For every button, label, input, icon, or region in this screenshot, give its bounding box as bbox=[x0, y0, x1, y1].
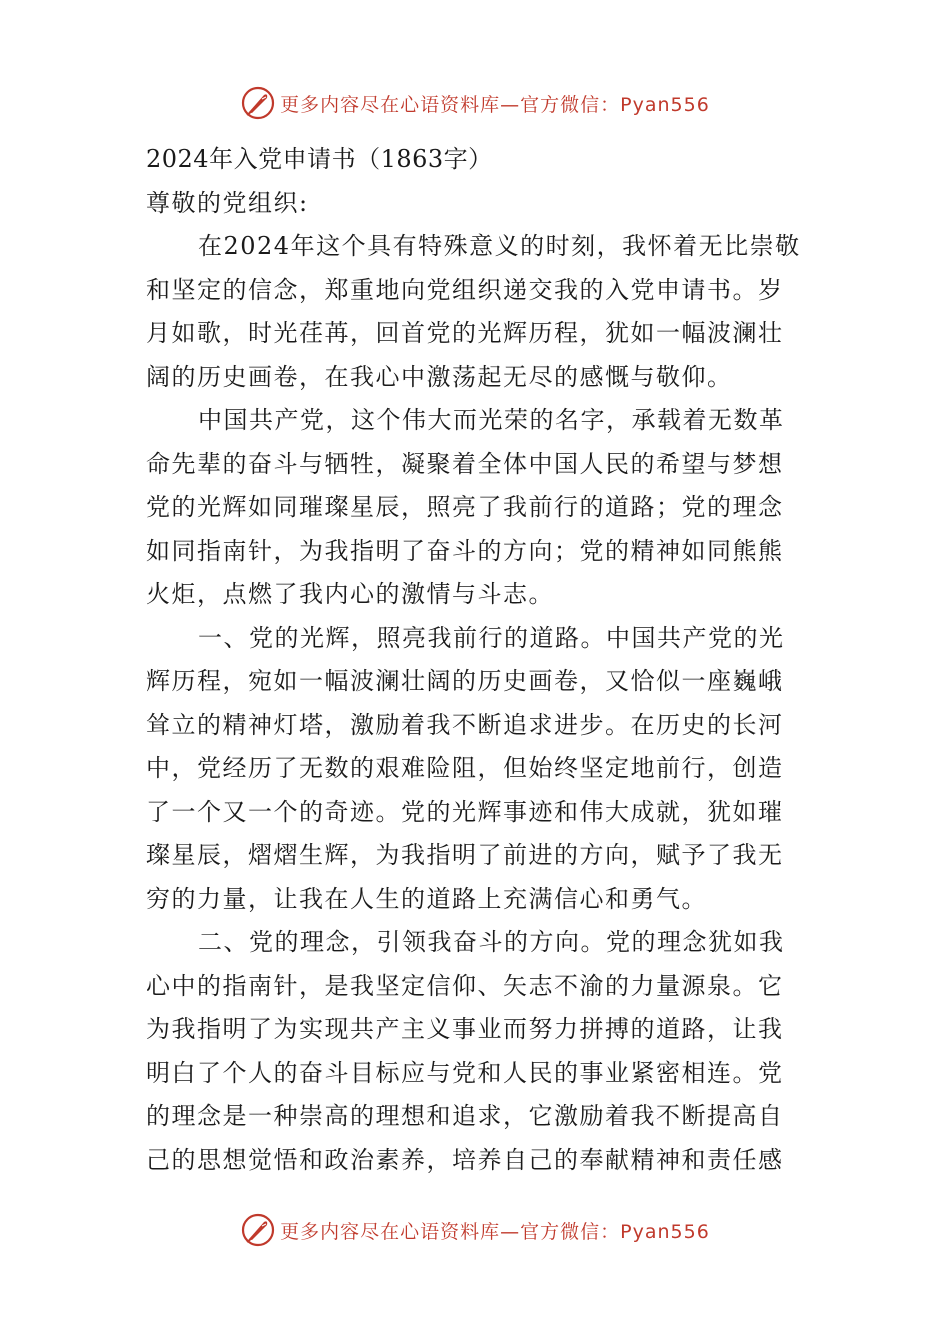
document-body bbox=[146, 138, 806, 1182]
footer-banner-text: 更多内容尽在心语资料库—官方微信：Pyan556 bbox=[280, 1220, 710, 1243]
footer-banner bbox=[0, 1210, 950, 1250]
paragraph-line: 明白了个人的奋斗目标应与党和人民的事业紧密相连。党 bbox=[146, 1058, 784, 1087]
paragraph-line: 月如歌，时光荏苒，回首党的光辉历程，犹如一幅波澜壮 bbox=[146, 319, 784, 347]
paragraph-1 bbox=[146, 225, 806, 399]
paragraph-line: 耸立的精神灯塔，激励着我不断追求进步。在历史的长河 bbox=[146, 710, 784, 739]
paragraph-4 bbox=[146, 921, 806, 1182]
paragraph-line: 在2024年这个具有特殊意义的时刻，我怀着无比崇敬 bbox=[198, 232, 801, 260]
paragraph-line: 己的思想觉悟和政治素养，培养自己的奉献精神和责任感 bbox=[146, 1145, 784, 1174]
paragraph-line: 辉历程，宛如一幅波澜壮阔的历史画卷，又恰似一座巍峨 bbox=[146, 667, 784, 695]
salutation: 尊敬的党组织: bbox=[146, 188, 309, 217]
paragraph-line: 为我指明了为实现共产主义事业而努力拼搏的道路，让我 bbox=[146, 1015, 784, 1043]
paragraph-line: 如同指南针，为我指明了奋斗的方向；党的精神如同熊熊 bbox=[146, 536, 784, 565]
paragraph-line: 心中的指南针，是我坚定信仰、矢志不渝的力量源泉。它 bbox=[146, 971, 784, 1000]
header-banner bbox=[0, 83, 950, 123]
paragraph-line: 的理念是一种崇高的理想和追求，它激励着我不断提高自 bbox=[146, 1102, 784, 1130]
quill-pen-logo-icon bbox=[240, 1212, 276, 1248]
paragraph-line: 穷的力量，让我在人生的道路上充满信心和勇气。 bbox=[146, 884, 707, 913]
paragraph-line: 璨星辰，熠熠生辉，为我指明了前进的方向，赋予了我无 bbox=[146, 841, 784, 869]
paragraph-line: 了一个又一个的奇迹。党的光辉事迹和伟大成就，犹如璀 bbox=[146, 797, 784, 826]
paragraph-line: 中国共产党，这个伟大而光荣的名字，承载着无数革 bbox=[198, 406, 785, 434]
paragraph-line: 阔的历史画卷，在我心中激荡起无尽的感慨与敬仰。 bbox=[146, 362, 733, 391]
paragraph-line: 一、党的光辉，照亮我前行的道路。中国共产党的光 bbox=[198, 623, 785, 652]
paragraph-line: 火炬，点燃了我内心的激情与斗志。 bbox=[146, 580, 554, 608]
header-banner-text: 更多内容尽在心语资料库—官方微信：Pyan556 bbox=[280, 93, 710, 116]
quill-pen-logo-icon bbox=[240, 85, 276, 121]
paragraph-line: 中，党经历了无数的艰难险阻，但始终坚定地前行，创造 bbox=[146, 754, 784, 782]
paragraph-line: 党的光辉如同璀璨星辰，照亮了我前行的道路；党的理念 bbox=[146, 493, 784, 521]
paragraph-line: 和坚定的信念，郑重地向党组织递交我的入党申请书。岁 bbox=[146, 275, 784, 304]
paragraph-line: 命先辈的奋斗与牺牲，凝聚着全体中国人民的希望与梦想 bbox=[146, 449, 784, 478]
paragraph-2 bbox=[146, 399, 806, 617]
paragraph-3 bbox=[146, 617, 806, 922]
document-title: 2024年入党申请书（1863字） bbox=[146, 145, 493, 173]
paragraph-line: 二、党的理念，引领我奋斗的方向。党的理念犹如我 bbox=[198, 928, 785, 956]
